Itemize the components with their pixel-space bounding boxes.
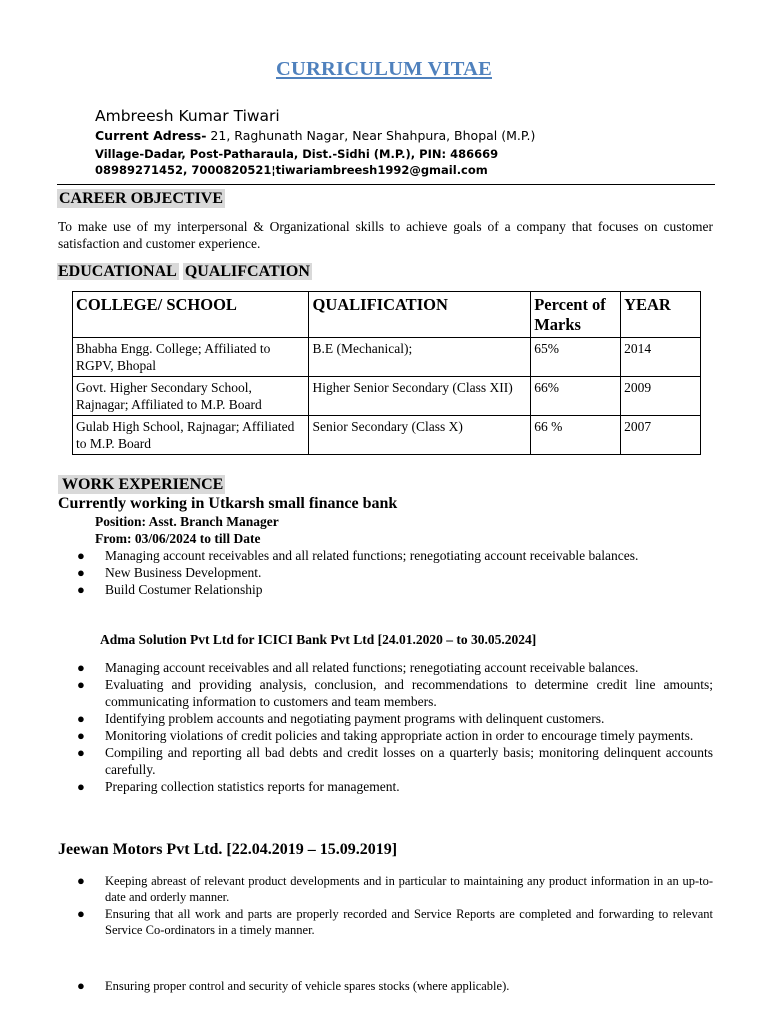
bullet-icon: ● bbox=[77, 565, 85, 580]
table-row bbox=[73, 377, 701, 416]
table-cell: B.E (Mechanical); bbox=[309, 338, 531, 377]
table-header: COLLEGE/ SCHOOL bbox=[73, 292, 309, 338]
career-objective-heading: CAREER OBJECTIVE bbox=[59, 190, 224, 207]
bullet-icon: ● bbox=[77, 582, 85, 597]
table-cell: Govt. Higher Secondary School, Rajnagar; Affiliated to M.P. Board bbox=[73, 377, 309, 416]
bullet-icon: ● bbox=[77, 728, 85, 743]
candidate-name: Ambreesh Kumar Tiwari bbox=[95, 107, 280, 125]
education-heading-part1: EDUCATIONAL bbox=[58, 263, 177, 280]
list-item bbox=[58, 547, 713, 564]
table-header: Percent of Marks bbox=[531, 292, 621, 338]
current-address-value: 21, Raghunath Nagar, Near Shahpura, Bhopal (M.P.) bbox=[206, 128, 536, 143]
current-address bbox=[95, 128, 535, 143]
job2-title: Adma Solution Pvt Ltd for ICICI Bank Pvt Ltd [24.01.2020 – to 30.05.2024] bbox=[100, 632, 537, 647]
education-heading bbox=[57, 262, 312, 281]
table-cell: 65% bbox=[531, 338, 621, 377]
table-header: YEAR bbox=[621, 292, 701, 338]
job3-duties-list bbox=[58, 873, 713, 994]
list-item-text: Keeping abreast of relevant product developments and in particular to maintaining any product information in an up-to-date and orderly manner. bbox=[105, 874, 713, 904]
bullet-icon: ● bbox=[77, 779, 85, 794]
header-divider bbox=[57, 184, 715, 185]
permanent-address: Village-Dadar, Post-Patharaula, Dist.-Sidhi (M.P.), PIN: 486669 bbox=[95, 147, 499, 161]
list-item-text: Monitoring violations of credit policies and taking appropriate action in order to encourage timely payments. bbox=[105, 728, 694, 743]
list-item bbox=[58, 906, 713, 938]
table-cell: 2009 bbox=[621, 377, 701, 416]
list-item-text: Managing account receivables and all related functions; renegotiating account receivable balances. bbox=[105, 660, 639, 675]
table-cell: Senior Secondary (Class X) bbox=[309, 416, 531, 455]
bullet-icon: ● bbox=[77, 677, 85, 692]
table-cell: 66% bbox=[531, 377, 621, 416]
list-item-text: Ensuring proper control and security of vehicle spares stocks (where applicable). bbox=[105, 979, 510, 993]
list-item bbox=[58, 564, 713, 581]
career-objective-text: To make use of my interpersonal & Organizational skills to achieve goals of a company that focuses on customer satisfaction and customer experience. bbox=[58, 219, 713, 251]
table-cell: Higher Senior Secondary (Class XII) bbox=[309, 377, 531, 416]
list-item bbox=[58, 727, 713, 744]
list-item-text: Preparing collection statistics reports for management. bbox=[105, 779, 400, 794]
list-item bbox=[58, 659, 713, 676]
list-item bbox=[58, 676, 713, 710]
list-item bbox=[58, 778, 713, 795]
education-heading-part2: QUALIFCATION bbox=[184, 263, 310, 280]
bullet-icon: ● bbox=[77, 906, 85, 921]
list-item-text: Identifying problem accounts and negotiating payment programs with delinquent customers. bbox=[105, 711, 605, 726]
list-item-text: Build Costumer Relationship bbox=[105, 582, 263, 597]
bullet-icon: ● bbox=[77, 711, 85, 726]
list-item-text: Compiling and reporting all bad debts and credit losses on a quarterly basis; monitoring delinquent accounts carefully. bbox=[105, 745, 713, 777]
list-item bbox=[58, 978, 713, 994]
list-item bbox=[58, 710, 713, 727]
table-cell: Gulab High School, Rajnagar; Affiliated to M.P. Board bbox=[73, 416, 309, 455]
bullet-icon: ● bbox=[77, 548, 85, 563]
table-cell: Bhabha Engg. College; Affiliated to RGPV, Bhopal bbox=[73, 338, 309, 377]
education-table bbox=[72, 291, 701, 455]
job2-duties-list bbox=[58, 659, 713, 795]
job1-from-date: From: 03/06/2024 to till Date bbox=[95, 531, 261, 546]
list-item-text: Ensuring that all work and parts are properly recorded and Service Reports are completed and forwarding to relevant Service Co-ordinators in a timely manner. bbox=[105, 907, 713, 937]
job3-title: Jeewan Motors Pvt Ltd. [22.04.2019 – 15.09.2019] bbox=[58, 841, 398, 858]
job1-duties-list bbox=[58, 547, 713, 598]
table-header-row bbox=[73, 292, 701, 338]
work-experience-heading: WORK EXPERIENCE bbox=[58, 475, 225, 494]
bullet-icon: ● bbox=[77, 978, 85, 993]
bullet-icon: ● bbox=[77, 660, 85, 675]
table-header: QUALIFICATION bbox=[309, 292, 531, 338]
list-item-text: Managing account receivables and all related functions; renegotiating account receivable balances. bbox=[105, 548, 639, 563]
bullet-icon: ● bbox=[77, 745, 85, 760]
list-item bbox=[58, 744, 713, 778]
current-address-label: Current Adress- bbox=[95, 128, 207, 143]
job1-title: Currently working in Utkarsh small finance bank bbox=[58, 495, 398, 512]
list-item bbox=[58, 581, 713, 598]
table-row bbox=[73, 416, 701, 455]
table-cell: 2014 bbox=[621, 338, 701, 377]
list-item bbox=[58, 873, 713, 905]
list-item-text: New Business Development. bbox=[105, 565, 262, 580]
bullet-icon: ● bbox=[77, 873, 85, 888]
table-cell: 66 % bbox=[531, 416, 621, 455]
list-item-text: Evaluating and providing analysis, conclusion, and recommendations to determine credit line amounts; communicating information to customers and team members. bbox=[105, 677, 713, 709]
phone-email: 08989271452, 7000820521¦tiwariambreesh1992@gmail.com bbox=[95, 163, 488, 177]
table-row bbox=[73, 338, 701, 377]
document-title: CURRICULUM VITAE bbox=[276, 58, 492, 80]
job1-position: Position: Asst. Branch Manager bbox=[95, 514, 279, 529]
table-cell: 2007 bbox=[621, 416, 701, 455]
